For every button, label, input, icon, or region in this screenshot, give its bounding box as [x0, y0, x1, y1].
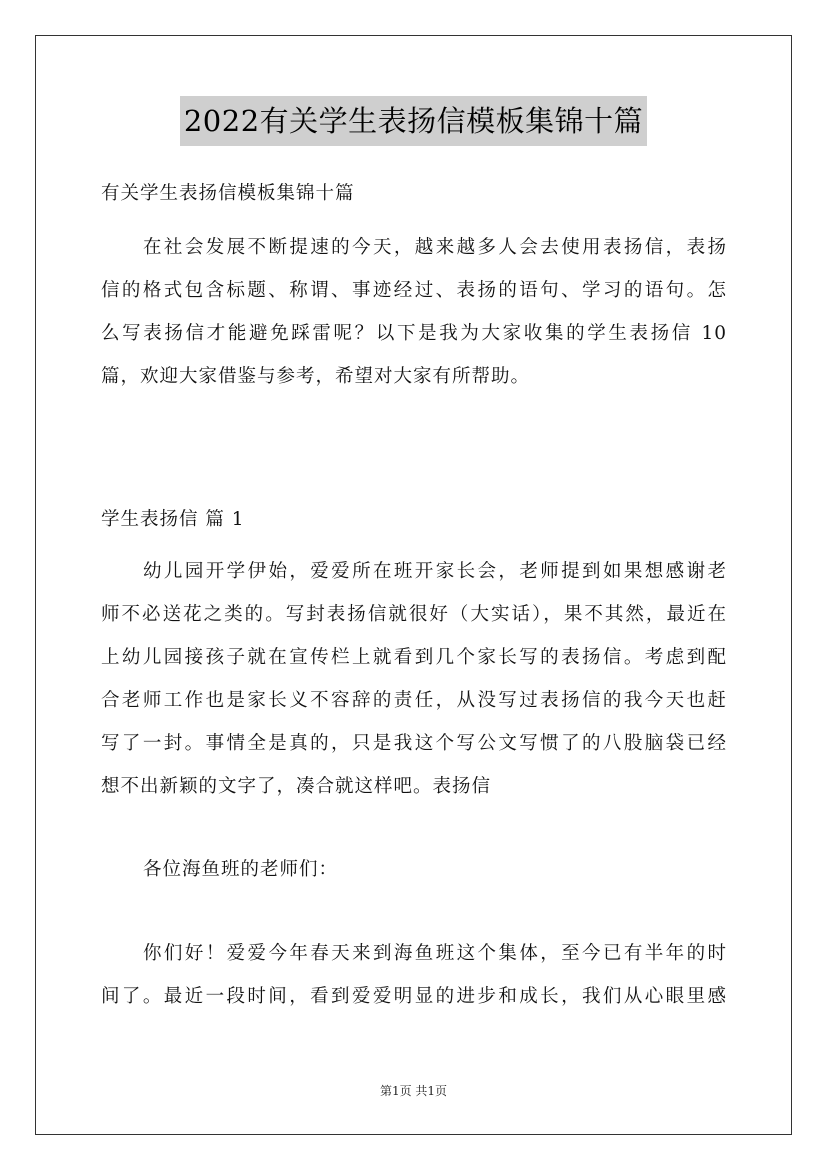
document-title: 2022有关学生表扬信模板集锦十篇 — [180, 96, 647, 146]
intro-paragraph — [101, 226, 727, 398]
title-container — [0, 96, 827, 146]
intro-line: 信的格式包含标题、称谓、事迹经过、表扬的语句、学习的语句。怎 — [101, 280, 727, 301]
intro-line: 么写表扬信才能避免踩雷呢？以下是我为大家收集的学生表扬信 10 — [101, 323, 727, 344]
section1-paragraph — [101, 550, 727, 808]
section1-line: 合老师工作也是家长义不容辞的责任，从没写过表扬信的我今天也赶 — [101, 690, 727, 711]
document-subtitle: 有关学生表扬信模板集锦十篇 — [101, 183, 355, 204]
section1-line: 想不出新颖的文字了，凑合就这样吧。表扬信 — [101, 776, 492, 797]
section1-line: 上幼儿园接孩子就在宣传栏上就看到几个家长写的表扬信。考虑到配 — [101, 647, 727, 668]
section1-line: 师不必送花之类的。写封表扬信就很好（大实话），果不其然，最近在 — [101, 604, 727, 625]
section1-line: 幼儿园开学伊始，爱爱所在班开家长会，老师提到如果想感谢老 — [143, 561, 727, 582]
page-footer: 第1页 共1页 — [379, 1084, 448, 1098]
salutation-paragraph — [101, 848, 727, 891]
intro-line: 篇，欢迎大家借鉴与参考，希望对大家有所帮助。 — [101, 366, 531, 387]
letter-line: 间了。最近一段时间，看到爱爱明显的进步和成长，我们从心眼里感 — [101, 986, 727, 1007]
letter-line: 你们好！爱爱今年春天来到海鱼班这个集体，至今已有半年的时 — [143, 943, 727, 964]
section-heading: 学生表扬信 篇 1 — [101, 509, 245, 530]
intro-line: 在社会发展不断提速的今天，越来越多人会去使用表扬信，表扬 — [143, 237, 727, 258]
section1-line: 写了一封。事情全是真的，只是我这个写公文写惯了的八股脑袋已经 — [101, 733, 727, 754]
salutation: 各位海鱼班的老师们： — [143, 859, 339, 880]
letter-paragraph — [101, 932, 727, 1018]
